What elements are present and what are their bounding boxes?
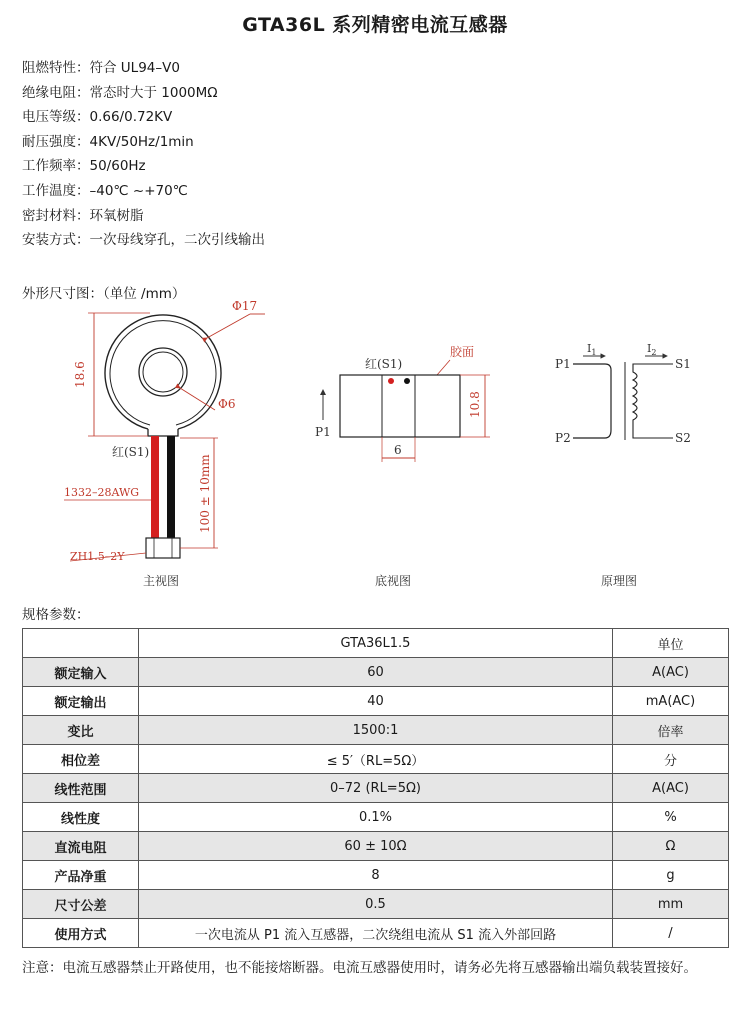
header-name-cell bbox=[23, 629, 139, 658]
phi17-label: Φ17 bbox=[232, 299, 258, 313]
height-label: 18.6 bbox=[73, 361, 87, 388]
thickness-label: 10.8 bbox=[468, 391, 482, 418]
body-outline bbox=[340, 375, 460, 437]
row-name: 线性范围 bbox=[23, 774, 139, 803]
red-wire bbox=[151, 436, 159, 538]
front-view-drawing bbox=[50, 298, 280, 578]
row-name: 额定输出 bbox=[23, 687, 139, 716]
header-model-cell: GTA36L1.5 bbox=[139, 629, 613, 658]
hole-inner bbox=[143, 352, 183, 392]
row-name: 相位差 bbox=[23, 745, 139, 774]
red-dot bbox=[388, 378, 394, 384]
lead-length-label: 100 ± 10mm bbox=[198, 454, 212, 533]
principle-caption: 原理图 bbox=[601, 574, 638, 588]
black-wire bbox=[167, 436, 175, 538]
table-row bbox=[23, 745, 729, 774]
dimension-section-label: 外形尺寸图：（单位 /mm） bbox=[22, 286, 186, 302]
primary-conductor bbox=[573, 364, 611, 438]
row-value: 0.5 bbox=[139, 890, 613, 919]
row-unit: % bbox=[613, 803, 729, 832]
row-value: 60 bbox=[139, 658, 613, 687]
principle-s2-label: S2 bbox=[675, 431, 691, 445]
row-unit: Ω bbox=[613, 832, 729, 861]
params-section-label: 规格参数： bbox=[22, 607, 90, 623]
row-unit: 分 bbox=[613, 745, 729, 774]
lead-tab bbox=[148, 429, 178, 436]
table-row bbox=[23, 832, 729, 861]
row-value: 60 ± 10Ω bbox=[139, 832, 613, 861]
principle-s1-label: S1 bbox=[675, 357, 691, 371]
principle-p1-label: P1 bbox=[555, 357, 571, 371]
row-value: 0.1% bbox=[139, 803, 613, 832]
glue-face-leader bbox=[437, 360, 450, 375]
spec-sealing-material: 密封材料：环氧树脂 bbox=[22, 207, 144, 224]
row-name: 线性度 bbox=[23, 803, 139, 832]
row-name: 使用方式 bbox=[23, 919, 139, 948]
row-unit: 倍率 bbox=[613, 716, 729, 745]
spec-flame-rating: 阻燃特性：符合 UL94–V0 bbox=[22, 60, 180, 76]
row-value: 0–72 (RL=5Ω) bbox=[139, 774, 613, 803]
principle-i2-label: $I_2$ bbox=[647, 342, 657, 357]
header-unit-cell: 单位 bbox=[613, 629, 729, 658]
bottom-p1-label: P1 bbox=[315, 425, 331, 439]
table-row bbox=[23, 658, 729, 687]
row-value: 8 bbox=[139, 861, 613, 890]
row-name: 直流电阻 bbox=[23, 832, 139, 861]
warning-note: 注意：电流互感器禁止开路使用，也不能接熔断器。电流互感器使用时，请务必先将互感器输出端负载装置接好。 bbox=[22, 960, 697, 976]
row-value: 1500:1 bbox=[139, 716, 613, 745]
front-red-lead-label: 红(S1) bbox=[112, 445, 150, 459]
phi6-label: Φ6 bbox=[218, 397, 236, 411]
table-row bbox=[23, 687, 729, 716]
principle-diagram bbox=[545, 338, 715, 458]
spec-list bbox=[22, 56, 722, 253]
spec-temperature: 工作温度：–40℃ ~+70℃ bbox=[22, 182, 188, 199]
row-unit: mA(AC) bbox=[613, 687, 729, 716]
front-view-caption: 主视图 bbox=[143, 574, 180, 588]
secondary-winding bbox=[633, 364, 673, 438]
row-unit: A(AC) bbox=[613, 774, 729, 803]
black-dot bbox=[404, 378, 410, 384]
row-value: ≤ 5′（RL=5Ω） bbox=[139, 745, 613, 774]
bottom-view-drawing bbox=[305, 338, 505, 478]
table-row bbox=[23, 890, 729, 919]
connector-housing bbox=[146, 538, 180, 558]
spec-insulation-resistance: 绝缘电阻：常态时大于 1000MΩ bbox=[22, 84, 218, 101]
table-row bbox=[23, 716, 729, 745]
principle-p2-label: P2 bbox=[555, 431, 571, 445]
ring-outer-outline bbox=[105, 315, 221, 429]
page-title: GTA36L 系列精密电流互感器 bbox=[242, 14, 508, 36]
table-row bbox=[23, 919, 729, 948]
glue-face-label: 胶面 bbox=[450, 345, 475, 359]
wire-spec-label: 1332–28AWG bbox=[64, 486, 140, 499]
connector-spec-label: ZH1.5–2Y bbox=[70, 550, 125, 563]
row-name: 尺寸公差 bbox=[23, 890, 139, 919]
spec-table bbox=[22, 628, 729, 948]
principle-i1-label: $I_1$ bbox=[587, 342, 597, 357]
spec-voltage-class: 电压等级：0.66/0.72KV bbox=[22, 109, 173, 126]
table-row bbox=[23, 803, 729, 832]
bottom-red-lead-label: 红(S1) bbox=[365, 357, 403, 371]
row-value: 40 bbox=[139, 687, 613, 716]
row-name: 产品净重 bbox=[23, 861, 139, 890]
row-unit: / bbox=[613, 919, 729, 948]
table-row bbox=[23, 861, 729, 890]
hole-outer bbox=[139, 348, 187, 396]
spec-withstand-voltage: 耐压强度：4KV/50Hz/1min bbox=[22, 133, 194, 150]
row-unit: A(AC) bbox=[613, 658, 729, 687]
dimension-drawings bbox=[0, 298, 750, 598]
row-value: 一次电流从 P1 流入互感器，二次绕组电流从 S1 流入外部回路 bbox=[139, 919, 613, 948]
row-name: 变比 bbox=[23, 716, 139, 745]
phi17-leader bbox=[207, 314, 250, 338]
ring-outer-inner-outline bbox=[110, 321, 216, 425]
row-unit: mm bbox=[613, 890, 729, 919]
spec-installation: 安装方式：一次母线穿孔，二次引线输出 bbox=[22, 232, 265, 249]
row-name: 额定输入 bbox=[23, 658, 139, 687]
table-row bbox=[23, 774, 729, 803]
spec-frequency: 工作频率：50/60Hz bbox=[22, 158, 146, 175]
table-header-row bbox=[23, 629, 729, 658]
bottom-view-caption: 底视图 bbox=[375, 574, 412, 588]
width-label: 6 bbox=[394, 443, 402, 457]
row-unit: g bbox=[613, 861, 729, 890]
